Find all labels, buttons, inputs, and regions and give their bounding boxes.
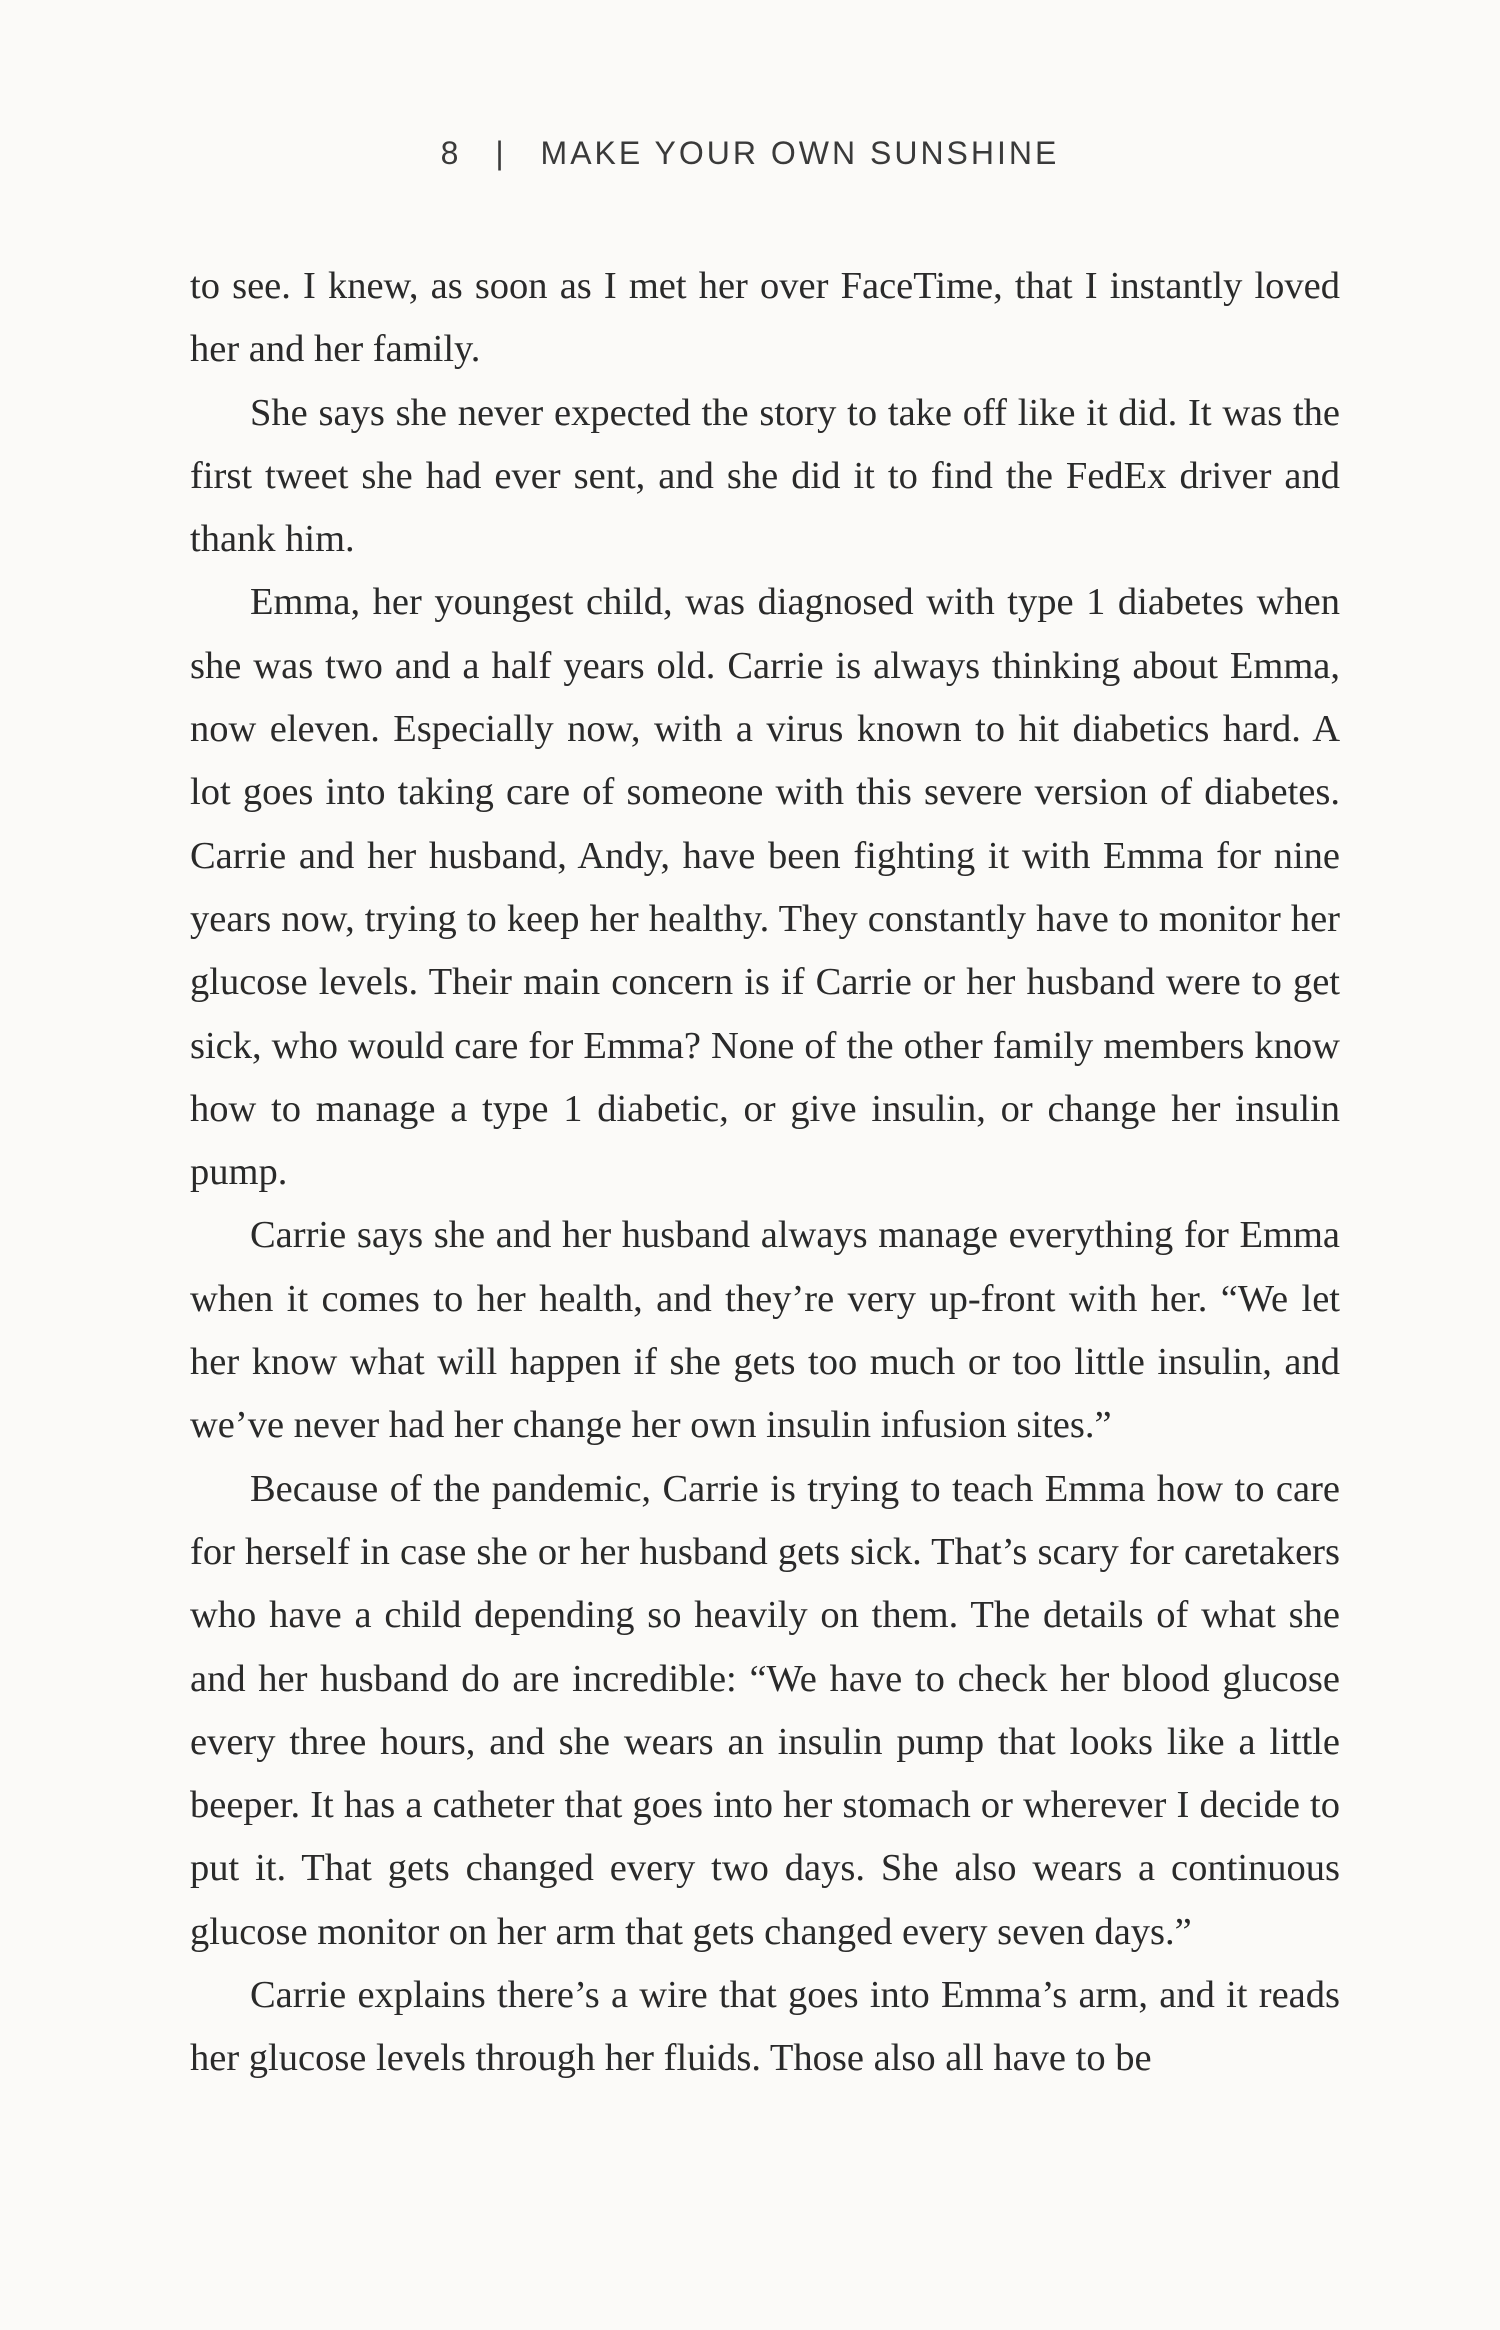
page-number: 8 <box>440 135 462 171</box>
paragraph: Carrie says she and her husband always manage everything for Emma when it comes to her health, and they’re very up-front with her. “We let her know what will happen if she gets too much or too little insulin, and we’ve never had her change her own insulin infusion sites.” <box>190 1214 1340 1447</box>
paragraph: She says she never expected the story to take off like it did. It was the first tweet she had ever sent, and she did it to find the FedEx driver and thank him. <box>190 391 1340 561</box>
book-title: MAKE YOUR OWN SUNSHINE <box>540 135 1060 171</box>
running-head <box>0 135 1500 172</box>
paragraph: Because of the pandemic, Carrie is trying to teach Emma how to care for herself in case she or her husband gets sick. That’s scary for caretakers who have a child depending so heavily on them. The details of what she and her husband do are incredible: “We have to check her blood glucose every three hours, and she wears an insulin pump that looks like a little beeper. It has a catheter that goes into her stomach or wherever I decide to put it. That gets changed every two days. She also wears a continuous glucose monitor on her arm that gets changed every seven days.” <box>190 1467 1340 1953</box>
paragraph-continued: to see. I knew, as soon as I met her over FaceTime, that I instantly loved her and her family. <box>190 265 1340 371</box>
header-separator: | <box>495 135 507 171</box>
paragraph: Carrie explains there’s a wire that goes into Emma’s arm, and it reads her glucose levels through her fluids. Those also all have to be <box>190 1974 1340 2080</box>
page-body <box>190 255 1340 2091</box>
paragraph: Emma, her youngest child, was diagnosed with type 1 diabetes when she was two and a half years old. Carrie is always thinking about Emma, now eleven. Especially now, with a virus known to hit diabetics hard. A lot goes into taking care of someone with this severe version of diabetes. Carrie and her husband, Andy, have been fighting it with Emma for nine years now, trying to keep her healthy. They constantly have to monitor her glucose levels. Their main concern is if Carrie or her husband were to get sick, who would care for Emma? None of the other family members know how to manage a type 1 diabetic, or give insulin, or change her insulin pump. <box>190 581 1340 1194</box>
